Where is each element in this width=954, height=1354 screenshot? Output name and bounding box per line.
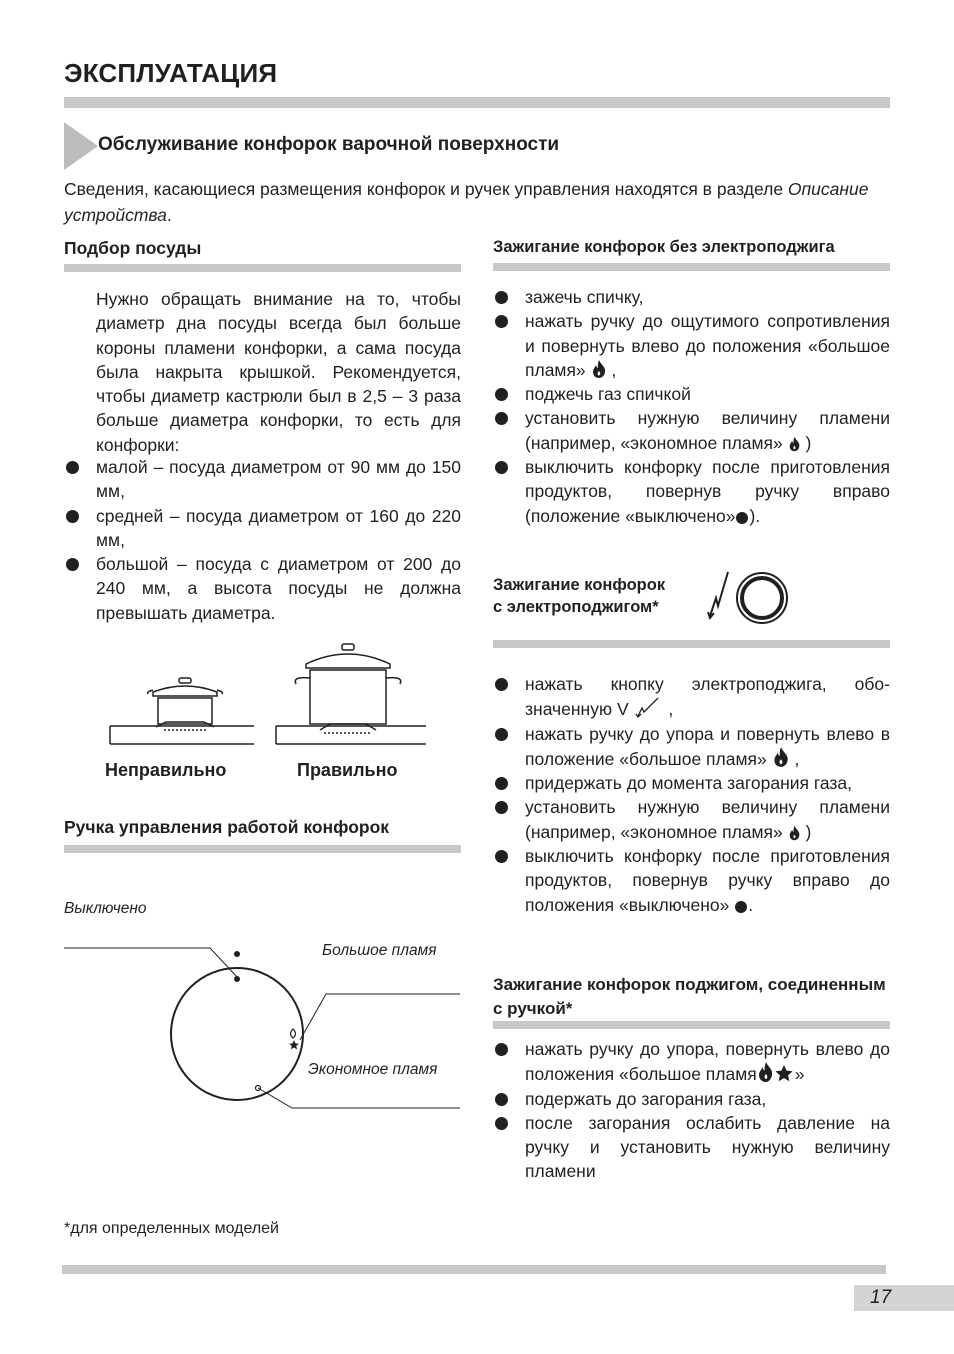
- list-item: нажать ручку до ощутимого сопротивления и повернуть влево до положения «большое пламя» ,: [493, 309, 890, 382]
- intro-paragraph: [64, 176, 894, 228]
- list-item: после загорания ослабить давление на ручку и установить нужную величину пламени: [493, 1111, 890, 1184]
- flame-icon: [788, 825, 801, 841]
- footnote: *для определенных моделей: [64, 1220, 279, 1237]
- list-item: нажать кнопку электроподжига, обозначенную V ,: [493, 672, 890, 722]
- electric-ignition-heading-line2: с электроподжигом*: [493, 598, 659, 616]
- no-ignition-list: [493, 285, 890, 528]
- right-caption: Правильно: [297, 760, 398, 780]
- list-item: средней – посуда диаметром от 160 до 220 мм,: [64, 504, 461, 553]
- off-label: Выключено: [64, 900, 147, 917]
- list-item: большой – посуда с диаметром от 200 до 240 мм, а высота посуды не должна превышать диаметра.: [64, 552, 461, 625]
- spark-icon: [634, 696, 664, 718]
- cookware-list: [64, 455, 461, 625]
- list-item: установить нужную величину пламени (например, «экономное пламя» ): [493, 406, 890, 455]
- list-item: нажать ручку до упора и повернуть влево в положение «большое пламя» ,: [493, 722, 890, 772]
- title-rule: [64, 97, 890, 108]
- list-item: нажать ручку до упора, повернуть влево до положения «большое пламя »: [493, 1037, 890, 1087]
- list-item: подержать до загорания газа,: [493, 1087, 890, 1111]
- section-title: Обслуживание конфорок варочной поверхности: [98, 134, 560, 155]
- star-icon: [289, 1040, 299, 1050]
- eco-flame-label: Экономное пламя: [308, 1061, 438, 1078]
- list-item: выключить конфорку после приготовления продуктов, повернув ручку вправо (положение «выключено» ).: [493, 455, 890, 528]
- knob-diagram: [64, 930, 464, 1120]
- footer-rule: [62, 1265, 886, 1274]
- electric-ignition-list: [493, 672, 890, 917]
- electric-ignition-heading: [493, 574, 665, 618]
- page-title: ЭКСПЛУАТАЦИЯ: [64, 58, 278, 88]
- stove-surface-left: [110, 726, 254, 744]
- ignition-button-illustration: [706, 568, 790, 628]
- section-arrow-icon: [64, 122, 98, 170]
- spark-icon: [710, 572, 728, 616]
- off-dot-icon: [735, 511, 749, 525]
- intro-text: Сведения, касающиеся размещения конфорок и ручек управления находятся в разделе: [64, 179, 784, 199]
- small-pot-icon: [148, 678, 223, 730]
- wrong-caption: Неправильно: [105, 760, 227, 780]
- knob-ignition-heading: Зажигание конфорок поджигом, соединенным с ручкой*: [493, 975, 886, 1018]
- intro-reference: Описание устройства: [64, 179, 869, 225]
- knob-rule: [64, 845, 461, 853]
- flame-icon: [591, 359, 607, 379]
- flame-icon: [772, 746, 790, 768]
- cookware-rule: [64, 264, 461, 272]
- no-ignition-heading: Зажигание конфорок без электроподжига: [493, 238, 835, 256]
- list-item: выключить конфорку после приготовления продуктов, повернув ручку вправо до положения «выключено» .: [493, 844, 890, 917]
- intro-end: .: [166, 205, 172, 225]
- star-icon: [775, 1065, 792, 1081]
- knob-heading: Ручка управления работой конфорок: [64, 817, 390, 837]
- off-dot-icon: [234, 951, 240, 957]
- page-number: 17: [870, 1287, 892, 1308]
- list-item: установить нужную величину пламени (например, «экономное пламя» ): [493, 795, 890, 844]
- flame-star-icon: [757, 1061, 795, 1083]
- ignition-button-icon: [737, 573, 787, 623]
- no-ignition-rule: [493, 263, 890, 271]
- knob-ignition-rule: [493, 1021, 890, 1029]
- electric-ignition-rule: [493, 640, 890, 648]
- cookware-paragraph: Нужно обращать внимание на то, чтобы диаметр дна посуды всегда был больше короны пламени конфорки, а сама посуда была накрыта крышкой. Рекомендуется, чтобы диаметр кастрюли был в 2,5 – 3 раза больше диаметра конфорки, то есть для конфорки:: [96, 289, 461, 455]
- list-item: поджечь газ спичкой: [493, 382, 890, 406]
- large-pot-icon: [295, 644, 400, 733]
- page-number-box: [854, 1285, 954, 1311]
- stove-surface-right: [276, 726, 426, 744]
- knob-pointer-dot-icon: [234, 976, 240, 982]
- list-item: малой – посуда диаметром от 90 мм до 150 мм,: [64, 455, 461, 504]
- list-item: зажечь спичку,: [493, 285, 890, 309]
- cookware-heading: Подбор посуды: [64, 238, 202, 258]
- pots-illustration: [108, 640, 428, 750]
- knob-ignition-list: [493, 1037, 890, 1184]
- off-dot-icon: [734, 900, 748, 914]
- big-flame-mark-icon: [291, 1029, 296, 1038]
- big-flame-label: Большое пламя: [322, 942, 437, 959]
- list-item: придержать до момента загорания газа,: [493, 771, 890, 795]
- knob-icon: [171, 968, 303, 1100]
- electric-ignition-heading-line1: Зажигание конфорок: [493, 576, 666, 594]
- flame-icon: [788, 436, 801, 452]
